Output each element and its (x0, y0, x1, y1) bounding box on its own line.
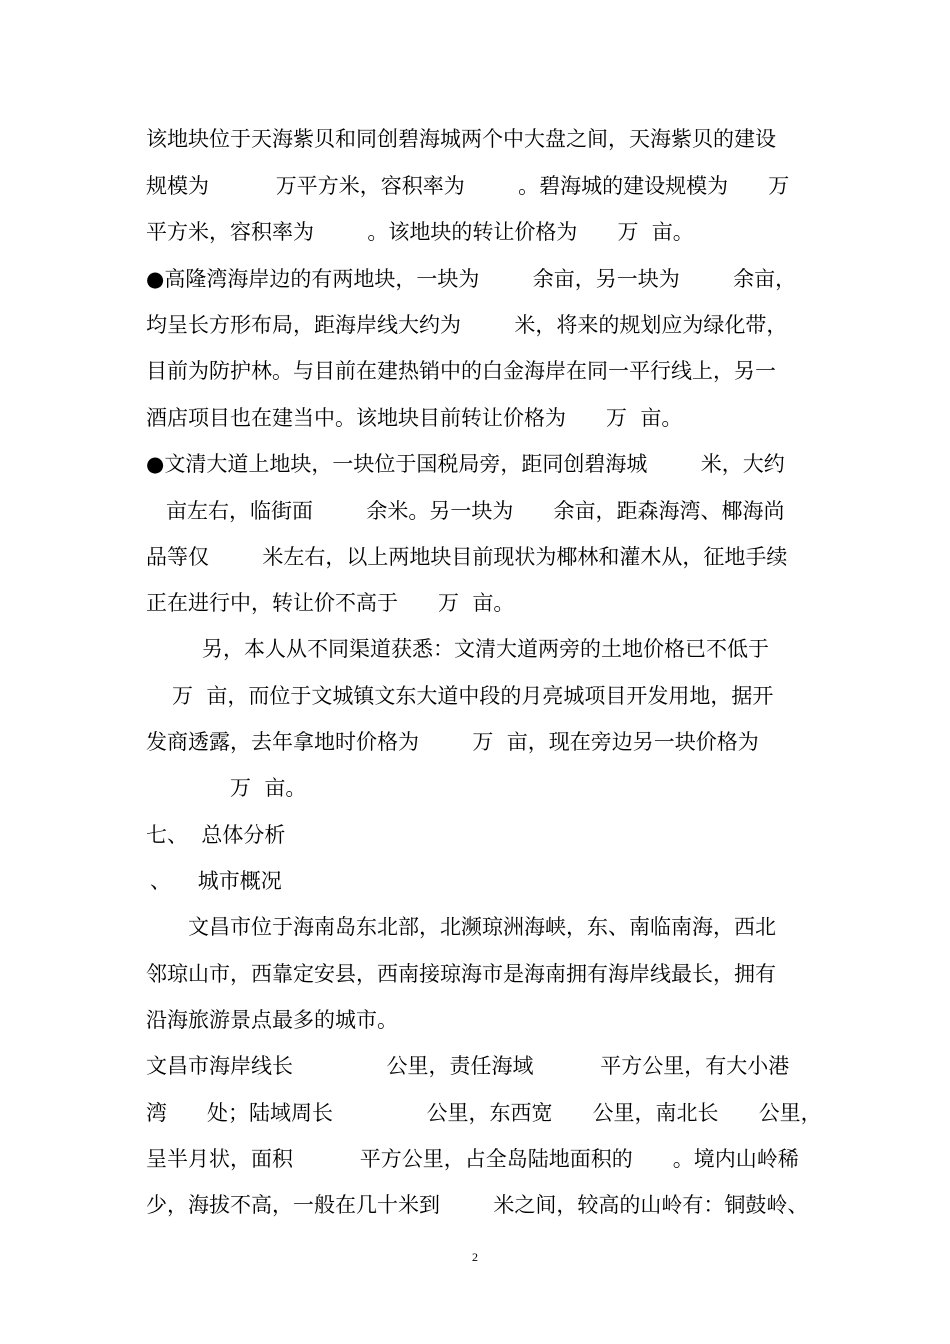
text-line: 正在进行中，转让价不高于 万 亩。 (146, 591, 515, 615)
text-line: 该地块位于天海紫贝和同创碧海城两个中大盘之间，天海紫贝的建设 (146, 127, 776, 151)
text-line: 湾 处；陆域周长 公里，东西宽 公里，南北长 公里， (146, 1101, 822, 1125)
text-line: 沿海旅游景点最多的城市。 (146, 1008, 398, 1032)
text-line: 亩左右，临街面 余米。另一块为 余亩，距森海湾、椰海尚 (146, 499, 785, 523)
text-line: 发商透露，去年拿地时价格为 万 亩，现在旁边另一块价格为 (146, 730, 759, 754)
text-line: 另，本人从不同渠道获悉：文清大道两旁的土地价格已不低于 (202, 637, 769, 661)
text-line: 文昌市海岸线长 公里，责任海域 平方公里，有大小港 (146, 1054, 790, 1078)
subsection-heading: 、 城市概况 (150, 869, 282, 893)
text-line: 万 亩，而位于文城镇文东大道中段的月亮城项目开发用地，据开 (172, 684, 774, 708)
text-line: 平方米，容积率为 。该地块的转让价格为 万 亩。 (146, 220, 694, 244)
text-line: ●高隆湾海岸边的有两地块，一块为 余亩，另一块为 余亩， (146, 267, 797, 291)
section-heading: 七、 总体分析 (146, 823, 286, 847)
text-line: 万 亩。 (230, 776, 307, 800)
text-line: 规模为 万平方米，容积率为 。碧海城的建设规模为 万 (146, 174, 790, 198)
page-number: 2 (472, 1250, 478, 1264)
text-line: 文昌市位于海南岛东北部，北濒琼洲海峡，东、南临南海，西北 (188, 915, 776, 939)
text-line: 品等仅 米左右，以上两地块目前现状为椰林和灌木从，征地手续 (146, 545, 788, 569)
text-line: 均呈长方形布局，距海岸线大约为 米，将来的规划应为绿化带， (146, 313, 788, 337)
text-line: 邻琼山市，西靠定安县，西南接琼海市是海南拥有海岸线最长，拥有 (146, 962, 776, 986)
text-line: 酒店项目也在建当中。该地块目前转让价格为 万 亩。 (146, 406, 683, 430)
text-line: 少，海拔不高，一般在几十米到 米之间，较高的山岭有：铜鼓岭、 (146, 1193, 809, 1217)
text-line: 目前为防护林。与目前在建热销中的白金海岸在同一平行线上，另一 (146, 359, 776, 383)
text-line: ●文清大道上地块，一块位于国税局旁，距同创碧海城 米，大约 (146, 452, 785, 476)
text-line: 呈半月状，面积 平方公里，占全岛陆地面积的 。境内山岭稀 (146, 1147, 799, 1171)
